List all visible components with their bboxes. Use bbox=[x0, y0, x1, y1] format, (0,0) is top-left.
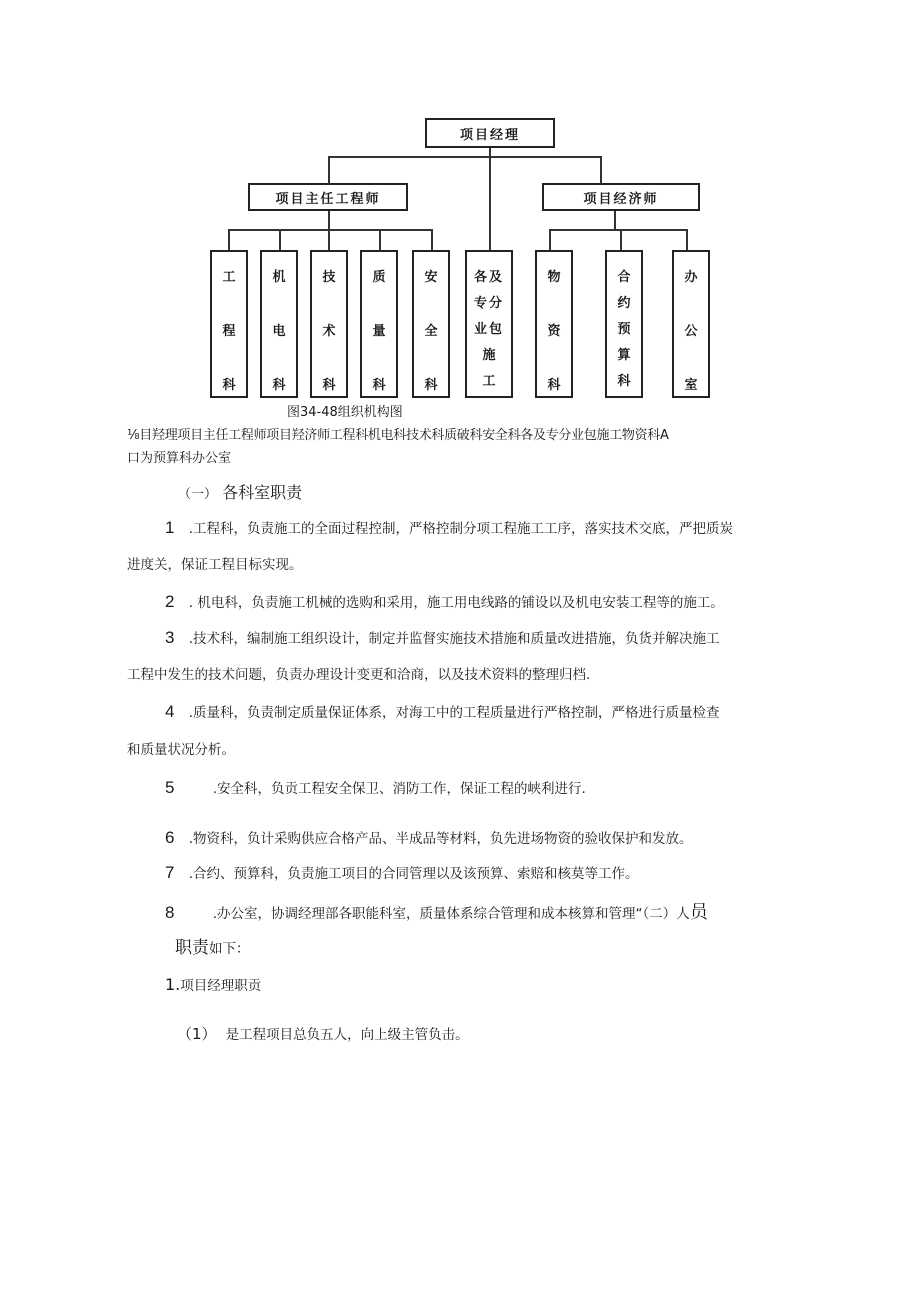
list-item: 2 . 机电科，负责施工机械的选购和采用，施工用电线路的铺设以及机电安装工程等的施工。 bbox=[165, 592, 724, 611]
chief-engineer-box: 项目主任工程师 bbox=[248, 183, 408, 211]
list-item: 6 .物资科，负计采购供应合格产品、半成品等材料，负先进场物资的验收保护和发放。 bbox=[165, 828, 693, 847]
dept-engineering: 工 程 科 bbox=[210, 250, 248, 398]
list-item: 4 .质量科，负责制定质量保证体系，对海工中的工程质量进行严格控制，严格进行质量检查 bbox=[165, 702, 720, 721]
dept-quality: 质 量 科 bbox=[360, 250, 398, 398]
dept-subcontract: 各及 专分 业包 施 工 bbox=[465, 250, 513, 398]
connector bbox=[686, 229, 688, 251]
dept-electromech: 机 电 科 bbox=[260, 250, 298, 398]
connector bbox=[228, 229, 433, 231]
connector bbox=[328, 156, 330, 183]
connector bbox=[549, 229, 551, 251]
economist-box: 项目经济师 bbox=[542, 183, 700, 211]
dept-contract-budget: 合 约 预 算 科 bbox=[605, 250, 643, 398]
section-heading bbox=[178, 480, 302, 503]
dept-office: 办 公 室 bbox=[672, 250, 710, 398]
section-number: （一） bbox=[178, 487, 218, 502]
connector bbox=[431, 229, 433, 251]
list-item-continuation: 和质量状况分析。 bbox=[127, 742, 235, 758]
list-item-continuation: 进度关，保证工程目标实现。 bbox=[127, 557, 303, 573]
dept-materials: 物 资 科 bbox=[535, 250, 573, 398]
connector bbox=[489, 146, 491, 263]
connector bbox=[328, 210, 330, 230]
manager-box: 项目经理 bbox=[425, 118, 555, 148]
section-title: 各科室职责 bbox=[222, 483, 303, 502]
connector bbox=[614, 210, 616, 230]
list-item: 8 .办公室，协调经理部各职能科室，质量体系综合管理和成本核算和管理“（二）人员 bbox=[165, 902, 708, 923]
connector bbox=[228, 229, 230, 251]
figure-caption: 图34-48组织机构图 bbox=[287, 405, 403, 420]
ocr-text-line: ⅛目羟理项目主任工程师项目羟济师工程科机电科技术科质破科安全科各及专分业包施工物资科A bbox=[127, 428, 669, 443]
list-item-continuation: 工程中发生的技术问题，负责办理设计变更和洽商，以及技术资料的整理归档. bbox=[127, 667, 591, 683]
connector bbox=[379, 229, 381, 251]
connector bbox=[328, 229, 330, 251]
connector bbox=[620, 229, 622, 251]
subsection-heading: 1.项目经理职贡 bbox=[165, 975, 262, 994]
ocr-text-line: 口为预算科办公室 bbox=[127, 451, 232, 466]
dept-technical: 技 术 科 bbox=[310, 250, 348, 398]
connector bbox=[279, 229, 281, 251]
org-chart bbox=[200, 110, 720, 400]
list-item: 1 .工程科，负责施工的全面过程控制，严格控制分项工程施工工序，落实技术交底，严把质炭 bbox=[165, 518, 734, 537]
connector bbox=[549, 229, 688, 231]
list-item: 3 .技术科，编制施工组织设计，制定并监督实施技术措施和质量改进措施，负货并解决施工 bbox=[165, 628, 720, 647]
connector bbox=[328, 156, 602, 158]
connector bbox=[600, 156, 602, 183]
list-item: 5 .安全科，负贡工程安全保卫、消防工作，保证工程的峡利进行. bbox=[165, 778, 586, 797]
dept-safety: 安 全 科 bbox=[412, 250, 450, 398]
list-item-continuation: 职责如下： bbox=[175, 938, 250, 958]
point-item: （1） 是工程项目总负五人，向上级主管负击。 bbox=[177, 1025, 469, 1043]
list-item: 7 .合约、预算科，负责施工项目的合同管理以及该预算、索赔和核莫等工作。 bbox=[165, 863, 639, 882]
